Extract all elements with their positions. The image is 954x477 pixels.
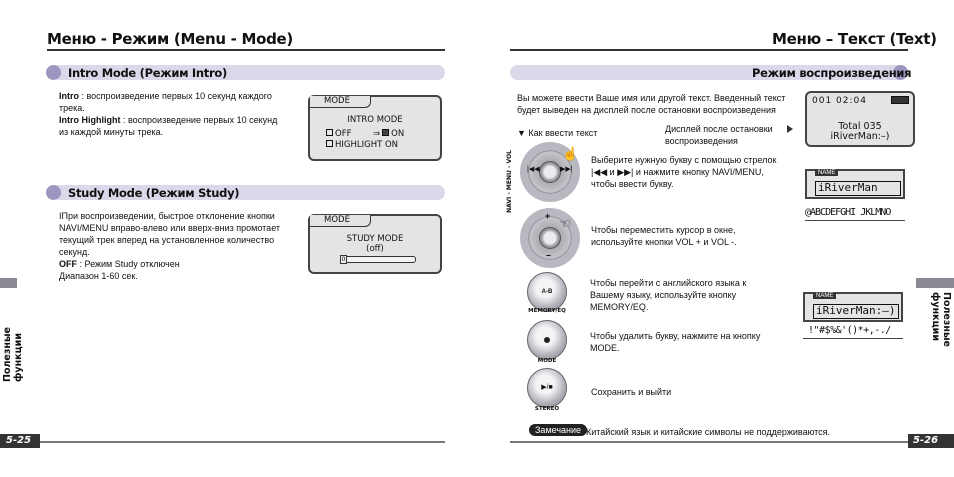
lcd-track-time: 001 02:04 xyxy=(812,96,867,106)
note-badge: Замечание xyxy=(529,424,587,436)
battery-icon xyxy=(891,96,909,104)
intro-description xyxy=(59,90,304,138)
intro-highlight-text-2: из каждой минуты трека. xyxy=(59,127,164,137)
name-entry-lcd-2 xyxy=(803,292,903,322)
display-note-2: воспроизведения xyxy=(665,136,738,146)
stereo-label: STEREO xyxy=(534,406,560,412)
right-side-tab-marker xyxy=(916,278,954,288)
left-page-title: Меню - Режим (Menu - Mode) xyxy=(47,30,293,48)
name-entry-lcd xyxy=(805,169,905,199)
study-text-2: NAVI/MENU вправо-влево или вверх-вниз промотает xyxy=(59,223,281,233)
text-intro-1: Вы можете ввести Ваше имя или другой текст. Введенный текст xyxy=(517,93,786,103)
arrow-right-icon: ⇒ xyxy=(373,129,381,139)
mode-dot-icon xyxy=(544,337,550,343)
study-slider-knob: 0 xyxy=(341,256,346,263)
left-page-number: 5-25 xyxy=(0,434,40,448)
study-description xyxy=(59,210,304,282)
right-side-tab: Полезные функции xyxy=(930,292,952,347)
lcd-char-list-2: !"#$%&'()*+,-./ xyxy=(808,325,891,336)
lcd-off-option: OFF xyxy=(326,129,351,139)
char-list-rule xyxy=(805,220,905,221)
lcd-mode-tab: MODE xyxy=(310,96,371,108)
step-select-letter: Выберите нужную букву с помощью стрелок |◀◀ и ▶▶| и нажмите кнопку NAVI/MENU, чтобы ввести букву. xyxy=(591,155,777,189)
next-icon: ▶▶| xyxy=(560,166,573,173)
right-page-number: 5-26 xyxy=(908,434,954,448)
navi-center-button-2 xyxy=(539,227,561,249)
left-side-tab: Полезные функции xyxy=(2,327,24,382)
lcd-total: Total 035 xyxy=(838,121,882,132)
study-section-heading: Study Mode (Режим Study) xyxy=(68,186,240,200)
lcd-study-off: (off) xyxy=(366,244,384,254)
step-save-exit: Сохранить и выйти xyxy=(591,387,672,397)
checked-box-icon xyxy=(382,129,389,136)
wheel-label: NAVI - MENU - VOL xyxy=(506,150,513,213)
intro-section-dot xyxy=(46,65,61,80)
left-side-tab-marker xyxy=(0,278,17,288)
memory-eq-button xyxy=(527,272,567,312)
right-footer-rule xyxy=(510,441,954,443)
text-intro-2: будет выведен на дисплей после остановки воспроизведения xyxy=(517,105,776,115)
left-footer-rule xyxy=(0,441,445,443)
intro-section-heading: Intro Mode (Режим Intro) xyxy=(68,66,227,80)
right-page-title: Меню – Текст (Text) xyxy=(772,30,937,48)
checkbox-icon xyxy=(326,140,333,147)
step-delete: Чтобы удалить букву, нажмите на кнопку MODE. xyxy=(590,331,761,353)
intro-lcd-screen xyxy=(308,95,442,161)
lcd-name-text: iRiverMan xyxy=(815,181,901,196)
text-intro xyxy=(517,92,807,116)
study-lcd-screen xyxy=(308,214,442,274)
study-text-1: IПри воспроизведении, быстрое отклонение кнопки xyxy=(59,211,275,221)
play-stop-button xyxy=(527,368,567,408)
hand-pointer-icon: ☝ xyxy=(562,146,579,161)
study-range-text: Диапазон 1-60 сек. xyxy=(59,271,138,281)
lcd-study-mode-title: STUDY MODE xyxy=(346,234,404,244)
mode-label: MODE xyxy=(537,358,557,364)
play-pause-icon: ▶/■ xyxy=(541,384,553,391)
study-off-text: : Режим Study отключен xyxy=(77,259,180,269)
hand-pointer-icon: ☜ xyxy=(559,216,571,231)
checkbox-icon xyxy=(326,129,333,136)
step-language: Чтобы перейти с английского языка к Вашему языку, используйте кнопку MEMORY/EQ. xyxy=(590,278,747,312)
lcd-name-text-2: iRiverMan:–) xyxy=(813,304,899,319)
intro-highlight-label: Intro Highlight xyxy=(59,115,121,125)
display-note-1: Дисплей после остановки xyxy=(665,124,773,134)
vol-minus-icon: – xyxy=(546,250,552,260)
lcd-user-text: iRiverMan:–) xyxy=(830,131,890,142)
lcd-mode-tab: MODE xyxy=(310,215,371,227)
intro-text: : воспроизведение первых 10 секунд каждого xyxy=(79,91,272,101)
left-title-rule xyxy=(47,49,445,51)
intro-text-2: трека. xyxy=(59,103,85,113)
playback-section-heading: Режим воспроизведения xyxy=(752,66,912,80)
right-title-rule xyxy=(510,49,908,51)
study-text-4: секунд. xyxy=(59,247,90,257)
lcd-on-option: ⇒ ON xyxy=(373,129,405,139)
study-text-3: текущий трек вперед на установленное количество xyxy=(59,235,275,245)
step-move-cursor: Чтобы переместить курсор в окне, используйте кнопки VOL + и VOL -. xyxy=(591,225,737,247)
how-to-enter-text: ▼ Как ввести текст xyxy=(517,128,598,138)
lcd-highlight-option: HIGHLIGHT ON xyxy=(326,140,398,150)
char-list-rule-2 xyxy=(803,338,903,339)
lcd-name-tab-2: NAME xyxy=(813,293,836,299)
intro-highlight-text: : воспроизведение первых 10 секунд xyxy=(120,115,278,125)
stopped-display-lcd xyxy=(805,91,915,147)
prev-icon: |◀◀ xyxy=(527,166,540,173)
lcd-name-tab: NAME xyxy=(815,170,838,176)
study-section-dot xyxy=(46,185,61,200)
navi-center-button xyxy=(539,161,561,183)
intro-label: Intro xyxy=(59,91,79,101)
pointer-arrow-icon xyxy=(787,125,793,133)
study-off-label: OFF xyxy=(59,259,77,269)
study-slider-track xyxy=(340,256,416,263)
lcd-intro-mode-title: INTRO MODE xyxy=(347,115,403,125)
lcd-char-list: @ABCDEFGHI JKLMNO xyxy=(805,207,891,218)
vol-plus-icon: + xyxy=(545,211,551,221)
mode-button xyxy=(527,320,567,360)
display-note xyxy=(665,123,790,147)
ab-icon: A-B xyxy=(541,289,553,295)
note-text: Китайский язык и китайские символы не поддерживаются. xyxy=(586,427,831,437)
memory-eq-label: MEMORY/EQ xyxy=(528,308,566,314)
